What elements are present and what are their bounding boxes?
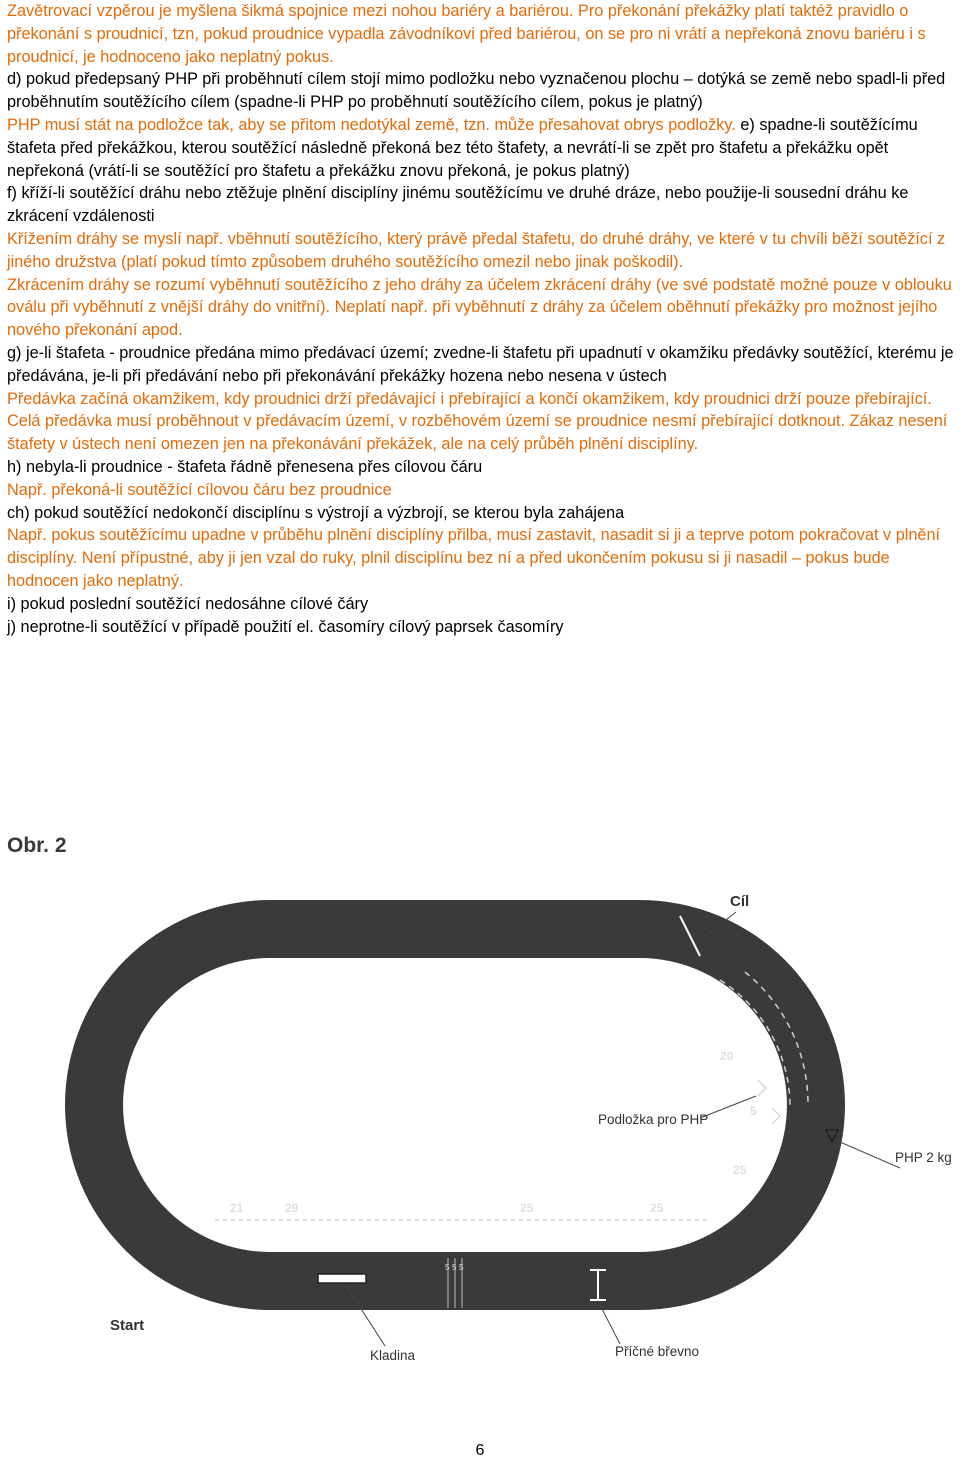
distance-25-mid: 25 <box>520 1201 534 1215</box>
rule-j: j) neprotne-li soutěžící v případě použití el. časomíry cílový paprsek časomíry <box>7 617 564 636</box>
relay-5-c: 5 <box>459 1263 464 1272</box>
distance-25-right: 25 <box>733 1163 747 1177</box>
rule-f: f) kříží-li soutěžící dráhu nebo ztěžuje plnění disciplíny jinému soutěžícímu ve druhé dráze, nebo použije-li sousední dráhu ke zkrácení vzdálenosti <box>7 184 909 226</box>
rule-ch: ch) pokud soutěžící nedokončí disciplínu s výstrojí a výzbrojí, se kterou byla zahájena <box>7 503 625 522</box>
rule-h-note: Např. překoná-li soutěžící cílovou čáru bez proudnice <box>7 480 392 499</box>
figure-title: Obr. 2 <box>7 834 67 857</box>
track-infield <box>123 958 787 1252</box>
rule-h: h) nebyla-li proudnice - štafeta řádně přenesena přes cílovou čáru <box>7 457 483 476</box>
label-hurdle: Příčné břevno <box>615 1344 700 1359</box>
label-finish: Cíl <box>730 893 750 910</box>
label-extinguisher: PHP 2 kg <box>895 1150 952 1165</box>
distance-21: 21 <box>230 1201 244 1215</box>
distance-29: 29 <box>285 1201 299 1215</box>
relay-5-a: 5 <box>445 1263 450 1272</box>
distance-20: 20 <box>720 1049 734 1063</box>
label-beam: Kladina <box>370 1348 416 1363</box>
document-body <box>7 0 957 638</box>
rule-g: g) je-li štafeta - proudnice předána mimo předávací území; zvedne-li štafetu při upadnutí v okamžiku předávky soutěžící, kterému je předávána, je-li při předávání nebo při překonávání překážky hozena nebo nesena v ústech <box>7 343 954 385</box>
track-diagram <box>0 860 960 1380</box>
rule-f-note-shortening: Zkrácením dráhy se rozumí vyběhnutí soutěžícího z jeho dráhy za účelem zkrácení dráhy (ve své podstatě možné pouze v oblouku oválu při vyběhnutí z vnější dráhy do vnitřní). Neplatí např. při vyběhnutí z dráhy za účelem oběhnutí překážky pro možnost jejího nového překonání apod. <box>7 275 952 340</box>
rule-i: i) pokud poslední soutěžící nedosáhne cílové čáry <box>7 594 369 613</box>
distance-25-low: 25 <box>650 1201 664 1215</box>
relay-5-b: 5 <box>452 1263 457 1272</box>
rule-ch-note: Např. pokus soutěžícímu upadne v průběhu plnění disciplíny přilba, musí zastavit, nasadit si ji a teprve potom pokračovat v plnění disciplíny. Není přípustné, aby ji jen vzal do ruky, plnil disciplínu bez ní a před ukončením pokusu si ji nasadil – pokus bude hodnocen jako neplatný. <box>7 526 941 590</box>
rule-d: d) pokud předepsaný PHP při proběhnutí cílem stojí mimo podložku nebo vyznačenou plochu – dotýká se země nebo spadl-li před proběhnutím soutěžícího cílem (spadne-li PHP po proběhnutí soutěžícího cílem, pokus je platný) <box>7 70 946 112</box>
extinguisher-pointer <box>840 1142 900 1168</box>
rule-f-note-crossing: Křížením dráhy se myslí např. vběhnutí soutěžícího, který právě předal štafetu, do druhé dráhy, ve které v tu chvíli běží soutěžící z jiného družstva (platí pokud tímto způsobem druhého soutěžícího omezil nebo jinak poškodil). <box>7 229 946 271</box>
rule-d-note: PHP musí stát na podložce tak, aby se přitom nedotýkal země, tzn. může přesahovat obrys podložky. <box>7 115 736 134</box>
balance-beam <box>318 1274 366 1283</box>
rule-g-note: Předávka začíná okamžikem, kdy proudnici drží předávající i přebírající a končí okamžikem, kdy proudnici drží pouze přebírající. Celá předávka musí proběhnout v předávacím území, v rozběhovém území se proudnice nesmí přebírající dotknout. Zákaz nesení štafety v ústech není omezen jen na překonávání překážek, ale na celý průběh plnění disciplíny. <box>7 389 948 454</box>
intro-paragraph: Zavětrovací vzpěrou je myšlena šikmá spojnice mezi nohou bariéry a bariérou. Pro překonání překážky platí taktéž pravidlo o překonání s proudnicí, tzn, pokud proudnice vypadla závodníkovi před bariérou, on se pro ni vrátí a nepřekoná znovu bariéru i s proudnicí, je hodnoceno jako neplatný pokus. <box>7 2 926 66</box>
page-number: 6 <box>475 1442 485 1459</box>
label-start: Start <box>110 1317 145 1334</box>
rule-e: e) spadne-li soutěžícímu štafeta před překážkou, kterou soutěžící následně překoná bez této štafety, a nevrátí-li se zpět pro štafetu a překážku opět nepřekoná (vrátí-li se soutěžící pro štafetu a překážku znovu překoná, je pokus platný) <box>7 115 918 180</box>
hurdle-pointer <box>600 1305 620 1344</box>
label-mat: Podložka pro PHP <box>598 1112 709 1127</box>
distance-5: 5 <box>750 1104 757 1118</box>
